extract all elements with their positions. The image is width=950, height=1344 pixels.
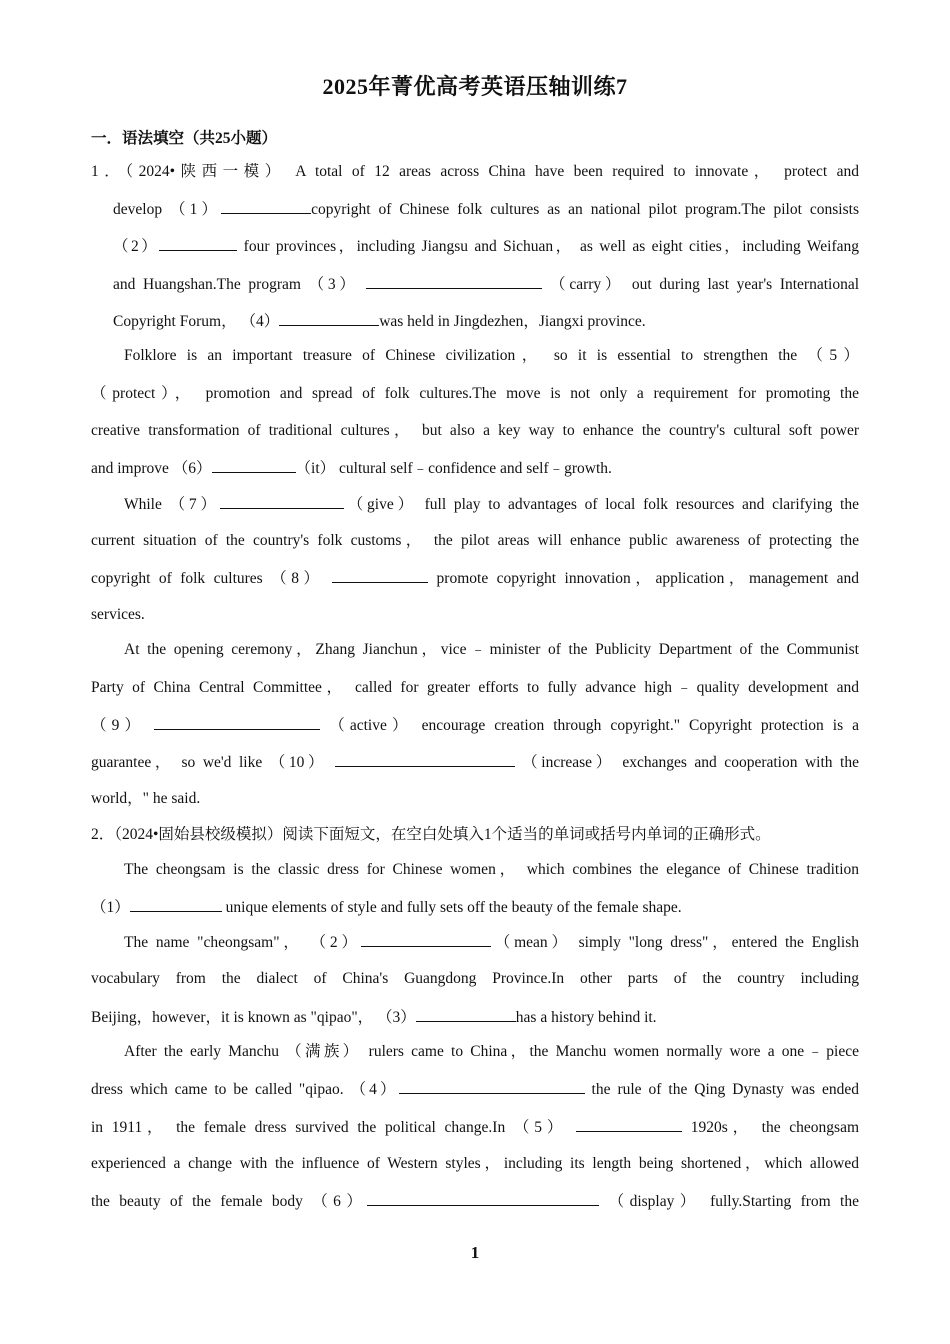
q2-blank-2[interactable]: [361, 932, 491, 947]
q2-line-2: The cheongsam is the classic dress for Chinese women， which combines the elegance of Chinese tradition: [124, 861, 859, 878]
q1-line-1: 1．（2024•陕西一模） A total of 12 areas across China have been required to innovate， protect and: [91, 163, 860, 180]
q2-line-10: experienced a change with the influence of Western styles，including its length being shortened，which allowed: [91, 1155, 859, 1172]
page-title: 2025年菁优高考英语压轴训练7: [322, 74, 628, 99]
blank-1[interactable]: [221, 199, 311, 214]
q1-line-5: Copyright Forum， （4） was held in Jingdezhen，Jiangxi province.: [113, 313, 646, 330]
blank-2[interactable]: [159, 236, 237, 251]
q2-line-5: vocabulary from the dialect of China's Guangdong Province.In other parts of the country including: [91, 970, 859, 987]
q2-blank-5[interactable]: [576, 1117, 682, 1132]
q1-line-3: （2） four provinces，including Jiangsu and Sichuan， as well as eight cities，including Weifang: [113, 238, 860, 255]
q2-line-9: in 1911， the female dress survived the political change.In （5） 1920s， the cheongsam: [91, 1119, 860, 1136]
q1-line-2: develop （1） copyright of Chinese folk cultures as an national pilot program.The pilot consists: [113, 201, 859, 218]
q2-line-3: （1） unique elements of style and fully sets off the beauty of the female shape.: [91, 899, 682, 916]
q1-paragraph-2-line-4: and improve （6） （it） cultural self﹣confidence and self﹣growth.: [91, 460, 612, 477]
q2-blank-6[interactable]: [367, 1191, 599, 1206]
q2-line-7: After the early Manchu （满族） rulers came to China，the Manchu women normally wore a one﹣piece: [124, 1043, 859, 1060]
q1-paragraph-2-line-3: creative transformation of traditional cultures， but also a key way to enhance the country's cultural soft power: [91, 422, 859, 439]
q2-blank-1[interactable]: [130, 897, 222, 912]
q1-paragraph-3-line-1: While （7） （give） full play to advantages of local folk resources and clarifying the: [124, 496, 859, 513]
q2-blank-3[interactable]: [416, 1007, 516, 1022]
blank-9[interactable]: [154, 715, 320, 730]
q1-paragraph-4-line-5: world，" he said.: [91, 790, 201, 807]
q1-line-4: and Huangshan.The program （3） （carry） out during last year's International: [113, 276, 860, 293]
q1-paragraph-4-line-1: At the opening ceremony，Zhang Jianchun，vice﹣minister of the Publicity Department of the Communist: [124, 641, 859, 658]
blank-6[interactable]: [212, 458, 296, 473]
section-heading: 一．语法填空（共25小题）: [91, 130, 278, 147]
blank-8[interactable]: [332, 568, 428, 583]
q2-line-6: Beijing，however，it is known as "qipao"， （3） has a history behind it.: [91, 1009, 657, 1026]
blank-4[interactable]: [279, 311, 379, 326]
page-number: 1: [470, 1243, 480, 1262]
q2-line-11: the beauty of the female body （6） （display） fully.Starting from the: [91, 1193, 859, 1210]
q1-paragraph-3-line-3: copyright of folk cultures （8） promote copyright innovation，application，management and: [91, 570, 859, 587]
q1-paragraph-3-line-4: services.: [91, 606, 145, 623]
q1-paragraph-2-line-2: （protect）， promotion and spread of folk cultures.The move is not only a requirement for promoting the: [91, 385, 859, 402]
q1-paragraph-4-line-4: guarantee， so we'd like （10） （increase） exchanges and cooperation with the: [91, 754, 859, 771]
q1-paragraph-3-line-2: current situation of the country's folk customs， the pilot areas will enhance public awareness of protecting the: [91, 532, 859, 549]
q1-paragraph-4-line-3: （9） （active） encourage creation through copyright." Copyright protection is a: [91, 717, 859, 734]
q1-paragraph-2-line-1: Folklore is an important treasure of Chinese civilization， so it is essential to strengthen the （5）: [124, 347, 859, 364]
q1-label: 1．（2024•陕西一模）: [91, 163, 286, 180]
blank-7[interactable]: [220, 494, 344, 509]
q2-blank-4[interactable]: [399, 1079, 585, 1094]
blank-3[interactable]: [366, 274, 542, 289]
q1-paragraph-4-line-2: Party of China Central Committee， called for greater efforts to fully advance high﹣quality development and: [91, 679, 859, 696]
blank-10[interactable]: [335, 752, 515, 767]
q2-line-8: dress which came to be called "qipao. （4） the rule of the Qing Dynasty was ended: [91, 1081, 859, 1098]
q2-line-4: The name "cheongsam"， （2） （mean） simply "long dress"，entered the English: [124, 934, 859, 951]
q2-line-1: 2．（2024•固始县校级模拟）阅读下面短文，在空白处填入1个适当的单词或括号内单词的正确形式。: [91, 826, 771, 843]
